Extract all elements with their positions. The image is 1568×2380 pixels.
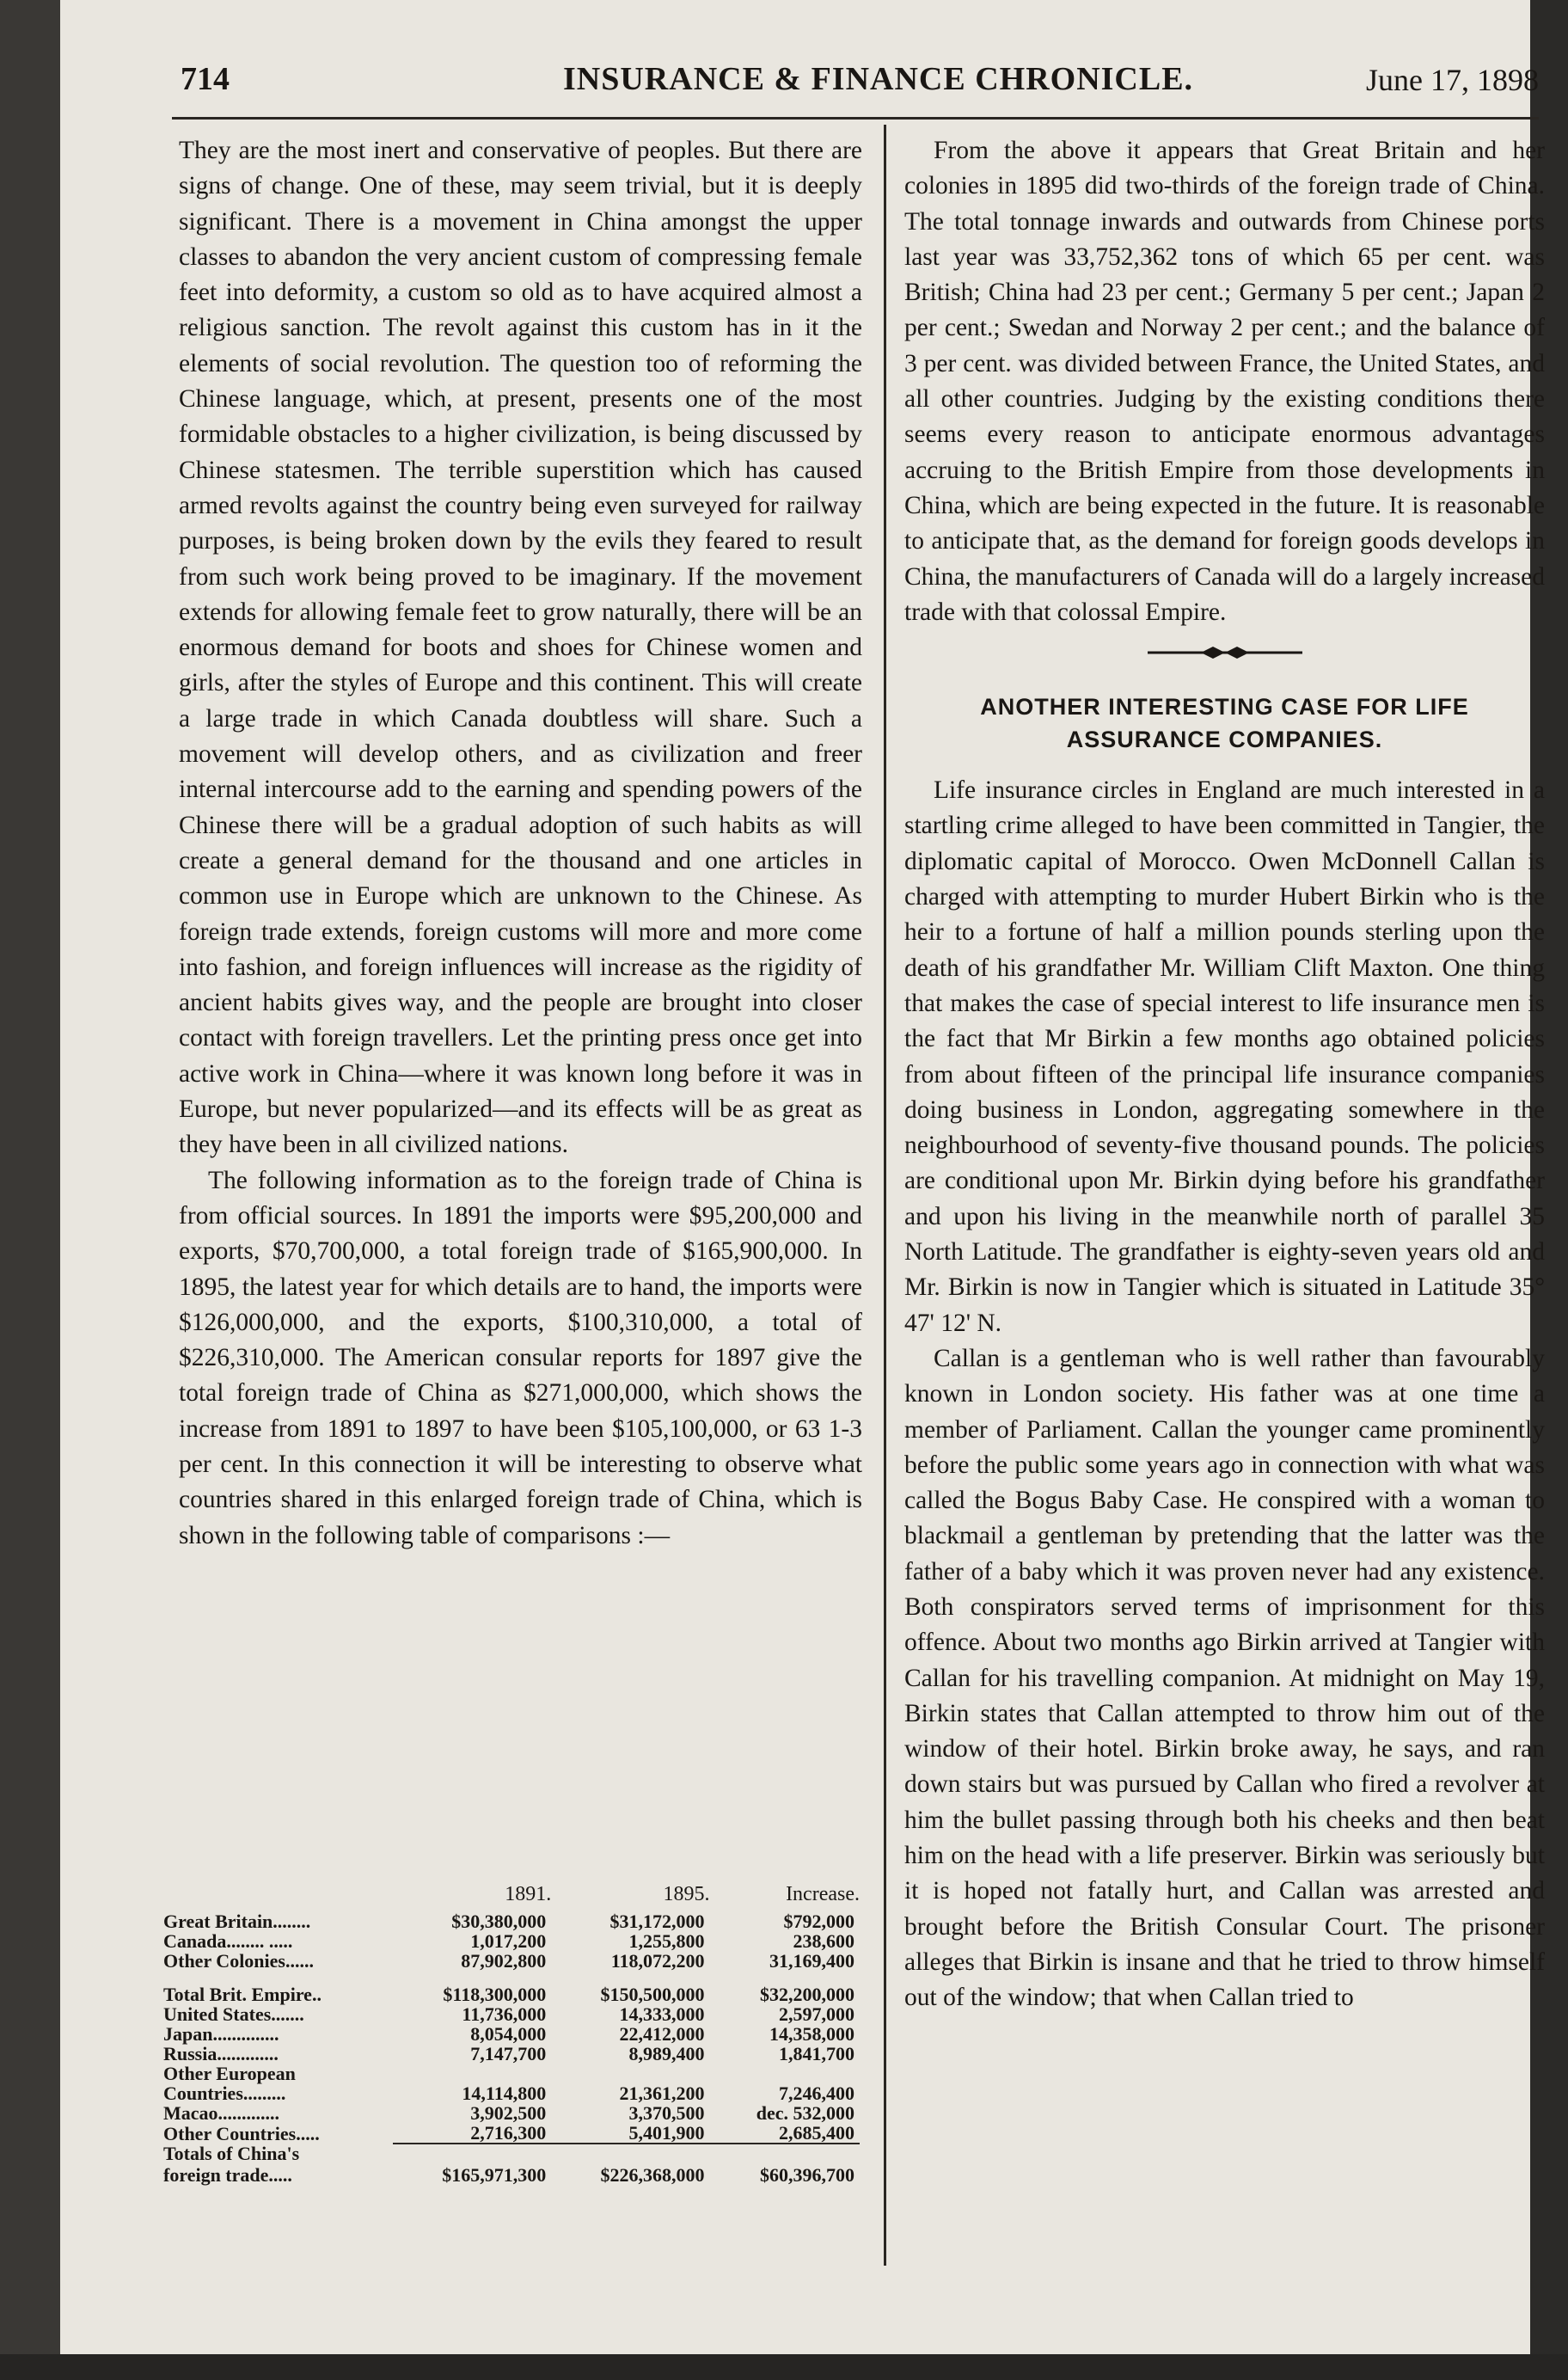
cell-1895: $31,172,000 [609,1911,705,1932]
cell-1895: $150,500,000 [600,1984,705,2005]
cell-1891: 11,736,000 [462,2003,547,2025]
cell-increase: 7,246,400 [779,2082,854,2104]
cell-1891: 14,114,800 [462,2082,547,2104]
article-title-line: ASSURANCE COMPANIES. [1066,727,1383,753]
totals-label: Totals of China's [163,2143,300,2164]
page-number: 714 [181,61,230,97]
table-row [163,1984,860,2004]
cell-increase: $32,200,000 [760,1984,854,2005]
cell-1895: 8,989,400 [628,2043,705,2064]
total-rule [709,2144,860,2163]
cell-1891: 3,902,500 [470,2102,547,2124]
row-label: Other European [163,2063,296,2084]
cell-increase: 14,358,000 [769,2023,854,2045]
cell-1891: $118,300,000 [443,1984,547,2005]
cell-1895: 5,401,900 [628,2122,705,2144]
cell-increase: 31,169,400 [769,1950,854,1972]
scan-left-margin [0,0,60,2380]
total-1895: $226,368,000 [600,2164,705,2186]
table-row [163,2044,860,2064]
cell-increase: 2,597,000 [779,2003,854,2025]
table-row [163,2123,860,2144]
cell-1895: 3,370,500 [628,2102,705,2124]
cell-1895: 22,412,000 [619,2023,705,2045]
cell-1891 [393,2064,551,2083]
journal-title: INSURANCE & FINANCE CHRONICLE. [563,61,1194,97]
header-rule [172,117,1539,120]
cell-1891: 7,147,700 [470,2043,547,2064]
article-paragraph: Life insurance circles in England are much interested in a startling crime alleged to have been committed in Tangier, the diplomatic capital of Morocco. Owen McDonnell Callan is charged with attempting to murder Hubert Birkin who is the heir to a fortune of half a million pounds sterling upon the death of his grandfather Mr. William Clift Maxton. One thing that makes the case of special interest to life insurance men is the fact that Mr Birkin a few months ago obtained policies from about fifteen of the principal life insurance companies doing business in London, aggregating somewhere in the neighbourhood of seventy-five thousand pounds. The policies are conditional upon Mr. Birkin dying before his grandfather and upon his living in the meanwhile north of parallel 35 North Latitude. The grandfather is eighty-seven years old and Mr. Birkin is now in Tangier which is situated in Latitude 35° 47' 12' N. [904,776,1545,1337]
table-row [163,2144,860,2163]
table-row [163,1951,860,1971]
cell-1895: 14,333,000 [619,2003,705,2025]
row-label: United States....... [163,2003,304,2025]
row-label: Other Countries..... [163,2122,320,2144]
cell-1895: 118,072,200 [610,1950,705,1972]
cell-1891: 87,902,800 [461,1950,547,1972]
cell-1891: 8,054,000 [470,2023,547,2045]
table-header-1891: 1891. [505,1883,552,1905]
article-title [904,690,1545,756]
left-column [179,133,862,1554]
totals-label: foreign trade..... [163,2164,292,2186]
row-label: Countries......... [163,2082,286,2104]
article-paragraph: They are the most inert and conservative of peoples. But there are signs of change. One of these, may seem trivial, but it is deeply significant. There is a movement in China amongst the upper classes to abandon the very ancient custom of compressing female feet into deformity, a custom so old as to have acquired almost a religious sanction. The revolt against this custom has in it the elements of social revolution. The question too of reforming the Chinese language, which, at present, presents one of the most formidable obstacles to a higher civilization, is being discussed by Chinese statesmen. The terrible superstition which has caused armed revolts against the country being even surveyed for railway purposes, is being broken down by the evils they feared to result from such work being proved to be imaginary. If the movement extends for allowing female feet to grow naturally, there will be an enormous demand for boots and shoes for Chinese women and girls, after the styles of Europe and this continent. This will create a large trade in which Canada doubtless will share. Such a movement will develop others, and as civilization and freer internal intercourse add to the earning and spending powers of the Chinese there will be a gradual adoption of such habits as will create a general demand for the thousand and one articles in common use in Europe which are unknown to the Chinese. As foreign trade extends, foreign customs will more and more come into fashion, and foreign influences will increase as the rigidity of ancient habits gives way, and the people are brought into closer contact with foreign travellers. Let the printing press once get into active work in China—where it was known long before it was in Europe, but never popularized—and its effects will be as great as they have been in all civilized nations. [179,137,862,1159]
ornament-divider-icon [1148,642,1302,663]
row-label: Great Britain........ [163,1911,311,1932]
table-total-row [163,2163,860,2185]
row-label: Russia............. [163,2043,279,2064]
table-row [163,1911,860,1931]
cell-1895: 1,255,800 [628,1930,705,1952]
table-row [163,2064,860,2083]
table-row [163,2004,860,2024]
row-label: Japan.............. [163,2023,279,2045]
row-label: Other Colonies...... [163,1950,314,1972]
right-column [904,133,1545,2016]
article-title-line: ANOTHER INTERESTING CASE FOR LIFE [980,694,1469,721]
cell-1891: $30,380,000 [451,1911,547,1932]
scan-bottom-margin [0,2354,1568,2380]
total-1891: $165,971,300 [442,2164,547,2186]
table-row [163,2103,860,2123]
cell-increase: $792,000 [783,1911,854,1932]
table-spacer [163,1971,860,1984]
article-paragraph: The following information as to the foreign trade of China is from official sources. In 1891 the imports were $95,200,000 and exports, $70,700,000, a total foreign trade of $165,900,000. In 1895, the latest year for which details are to hand, the imports were $126,000,000, and the exports, $100,310,000, a total of $226,310,000. The American consular reports for 1897 give the total foreign trade of China as $271,000,000, which shows the increase from 1891 to 1897 to have been $105,100,000, or 63 1-3 per cent. In this connection it will be interesting to observe what countries shared in this enlarged foreign trade of China, which is shown in the following table of comparisons :— [179,1166,862,1549]
total-rule [551,2144,709,2163]
row-label: Canada........ ..... [163,1930,293,1952]
row-label: Macao............. [163,2102,280,2124]
cell-1895 [551,2064,709,2083]
trade-table [163,1883,860,2185]
issue-date: June 17, 1898 [1366,63,1539,97]
cell-increase: 2,685,400 [779,2122,854,2144]
cell-increase: 1,841,700 [779,2043,854,2064]
cell-1891: 2,716,300 [470,2122,547,2144]
cell-increase: 238,600 [793,1930,854,1952]
column-divider [884,125,886,2266]
cell-increase: dec. 532,000 [756,2102,854,2124]
table-header-increase: Increase. [786,1883,860,1905]
table-row [163,2024,860,2044]
table-header-blank [163,1883,393,1911]
article-paragraph: From the above it appears that Great Britain and her colonies in 1895 did two-thirds of the foreign trade of China. The total tonnage inwards and outwards from Chinese ports last year was 33,752,362 tons of which 65 per cent. was British; China had 23 per cent.; Germany 5 per cent.; Japan 2 per cent.; Swedan and Norway 2 per cent.; and the balance of 3 per cent. was divided between France, the United States, and all other countries. Judging by the existing conditions there seems every reason to anticipate enormous advantages accruing to the British Empire from those developments in China, which are being expected in the future. It is reasonable to anticipate that, as the demand for foreign goods develops in China, the manufacturers of Canada will do a largely increased trade with that colossal Empire. [904,137,1545,626]
article-paragraph: Callan is a gentleman who is well rather than favourably known in London society. His father was at one time a member of Parliament. Callan the younger came prominently before the public some years ago in connection with what was called the Bogus Baby Case. He conspired with a woman to blackmail a gentleman by pretending that the latter was the father of a baby which it was proven never had any existence. Both conspirators served terms of imprisonment for this offence. About two months ago Birkin arrived at Tangier with Callan for his travelling companion. At midnight on May 19, Birkin states that Callan attempted to throw him out of the window of their hotel. Birkin broke away, he says, and ran down stairs but was pursued by Callan who fired a revolver at him the bullet passing through both his cheeks and then beat him on the head with a life preserver. Birkin was seriously but it is hoped not fatally hurt, and Callan was arrested and brought before the British Consular Court. The prisoner alleges that Birkin is insane and that he tried to throw himself out of the window; that when Callan tried to [904,1344,1545,2012]
total-rule [393,2144,551,2163]
cell-1891: 1,017,200 [470,1930,547,1952]
cell-increase [709,2064,860,2083]
section-ornament [904,642,1545,668]
table-row [163,1931,860,1951]
row-label: Total Brit. Empire.. [163,1984,322,2005]
table-row [163,2083,860,2103]
total-increase: $60,396,700 [760,2164,854,2186]
cell-1895: 21,361,200 [619,2082,705,2104]
table-header-1895: 1895. [663,1883,710,1905]
page-header [172,60,1539,112]
